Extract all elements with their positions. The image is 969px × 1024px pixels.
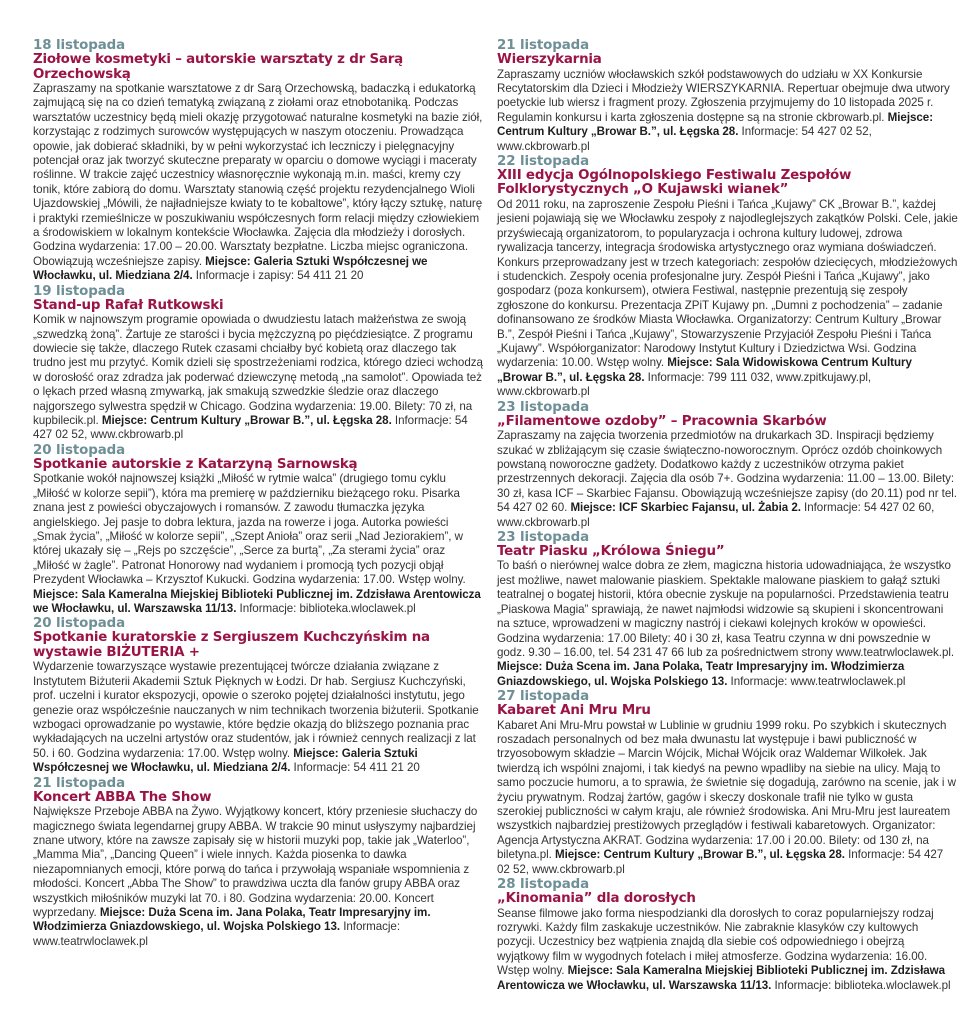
event-info: Informacje: biblioteka.wloclawek.pl [236, 602, 416, 615]
event-venue: Miejsce: Sala Kameralna Miejskiej Biblioteki Publicznej im. Zdzisława Arentowicza we Włocławku, ul. Warszawska 11/13. [33, 587, 481, 615]
event-item [497, 689, 959, 877]
event-venue: Miejsce: Galeria Sztuki Współczesnej we Włocławku, ul. Miedziana 2/4. [33, 746, 418, 775]
event-date: 21 listopada [33, 775, 126, 791]
event-title: Teatr Piasku „Królowa Śniegu” [497, 543, 725, 559]
event-venue: Miejsce: Centrum Kultury „Browar B.”, ul. Łęgska 28. [101, 414, 392, 428]
event-description [33, 313, 483, 443]
event-info: Informacje: 54 427 02 52, www.ckbrowarb.pl [33, 414, 468, 442]
event-item [497, 38, 959, 154]
event-info: Informacje: 799 111 032, www.zpitkujawy.pl, www.ckbrowarb.pl [497, 370, 872, 399]
event-text: Zapraszamy uczniów włocławskich szkół podstawowych do udziału w XX Konkursie Recytatorskim dla Dzieci i Młodzieży WIERSZYKARNIA. Repertuar obejmuje dwa utwory poetyckie lub wiersz i fragment prozy. Zgłoszenia przyjmujemy do 10 listopada 2025 r. Regulamin konkursu i karta zgłoszenia dostępne są na stronie ckbrowarb.pl. [497, 67, 950, 124]
event-date: 28 listopada [497, 877, 590, 893]
event-description [33, 82, 483, 284]
event-date: 27 listopada [497, 689, 590, 705]
event-text: Wydarzenie towarzyszące wystawie prezentującej twórcze działania związane z Instytutem Biżuterii Akademii Sztuk Pięknych w Łodzi. Dr hab. Sergiusz Kuchczyński, prof. uczelni i kurator ekspozycji, opowie o szeroko pojętej działalności instytutu, jego genezie oraz współcześnie nauczanych w nim technikach tworzenia biżuterii. Spotkanie wzbogaci oprowadzanie po wystawie, które będzie okazją do bliższego poznania prac wykładających na uczelni artystów oraz studentów, jak i również cennych realizacji z lat 50. i 60. Godzina wydarzenia: 17.00. Wstęp wolny. [33, 660, 479, 760]
event-date: 22 listopada [497, 153, 590, 169]
event-info: Informacje: 54 427 02 60, www.ckbrowarb.pl [497, 501, 935, 529]
event-date: 19 listopada [33, 283, 126, 299]
event-title: Ziołowe kosmetyki – autorskie warsztaty z dr Sarą Orzechowską [33, 52, 403, 82]
event-title: Kabaret Ani Mru Mru [497, 703, 651, 719]
event-title: Wierszykarnia [497, 52, 602, 67]
event-item [33, 443, 483, 617]
event-description [497, 907, 959, 993]
event-title: „Kinomania” dla dorosłych [497, 891, 696, 907]
event-date: 20 listopada [33, 616, 126, 632]
event-title: Stand-up Rafał Rutkowski [33, 297, 224, 313]
event-venue: Miejsce: ICF Skarbiec Fajansu, ul. Żabia 2. [570, 501, 801, 515]
left-column [33, 38, 483, 949]
event-info: Informacje i zapisy: 54 411 21 20 [192, 269, 364, 283]
event-title: XIII edycja Ogólnopolskiego Festiwalu Zespołów Folklorystycznych „O Kujawski wianek” [497, 167, 852, 198]
event-description [497, 559, 959, 689]
event-info: Informacje: 54 427 02 52, www.ckbrowarb.pl [497, 125, 872, 153]
event-text: Spotkanie wokół najnowszej książki „Miłość w rytmie walca” (drugiego tomu cyklu „Miłość w kolorze sepii”), która ma premierę w październiku bieżącego roku. Pisarka znana jest z powieści obyczajowych i romansów. Z zawodu tłumaczka języka angielskiego. Jej pasje to dobra lektura, jazda na rowerze i joga. Autorka powieści „Smak życia”, „Miłość w kolorze sepii”, „Szept Anioła” oraz serii „Nad Jeziorakiem”, w której ukazały się – „Rejs po szczęście”, „Serce za burtą”, „Za sterami życia” oraz „Miłość w żagle”. Patronat Honorowy nad wydaniem i promocją tych pozycji objął Prezydent Włocławka – Krzysztof Kukucki. Godzina wydarzenia: 17.00. Wstęp wolny. [33, 472, 466, 587]
event-item [33, 38, 483, 284]
event-text: Komik w najnowszym programie opowiada o dwudziestu latach małżeństwa ze swoją „szwedzką żoną”. Żartuje ze starości i bycia mężczyzną po pięćdziesiątce. Z programu dowiecie się także, dlaczego Rutek czasami chciałby być kobietą oraz dlaczego tak trudno jest mu przytyć. Komik dzieli się spostrzeżeniami rodzica, którego dzieci wchodzą w dorosłość oraz zdradza jak poderwać dziewczynę metodą „na samolot”. Opowiada też o lękach przed własną zmywarką, jak smakują szwedzkie śledzie oraz dlaczego najgorszego sylwestra spędził w Chicago. Godzina wydarzenia: 19.00. Bilety: 70 zł, na kupbilecik.pl. [33, 313, 483, 428]
event-info: Informacje: biblioteka.wloclawek.pl [771, 978, 951, 992]
event-title: Spotkanie kuratorskie z Sergiuszem Kuchczyńskim na wystawie BIŻUTERIA + [33, 630, 430, 660]
event-info: Informacje: 54 427 02 52, www.ckbrowarb.pl [497, 848, 944, 876]
event-description [497, 68, 959, 154]
event-text: Seanse filmowe jako forma niespodzianki dla dorosłych to coraz popularniejszy rodzaj rozrywki. Każdy film zaskakuje uczestników. Nie zabraknie klasyków czy kultowych pozycji. Uczestnicy bez wątpienia znajdą dla siebie coś odpowiedniego i obejrzą wyjątkowy film w wygodnych fotelach i miłej atmosferze. Godzina wydarzenia: 16.00. Wstęp wolny. [497, 906, 934, 978]
event-date: 18 listopada [33, 38, 126, 53]
event-venue: Miejsce: Centrum Kultury „Browar B.”, ul. Łęgska 28. [555, 848, 845, 862]
event-venue: Miejsce: Sala Kameralna Miejskiej Biblioteki Publicznej im. Zdzisława Arentowicza we Włocławku, ul. Warszawska 11/13. [497, 964, 946, 992]
event-venue: Miejsce: Duża Scena im. Jana Polaka, Teatr Impresaryjny im. Włodzimierza Gniazdowskiego, ul. Wojska Polskiego 13. [33, 906, 431, 934]
event-info: Informacje: www.teatrwloclawek.pl [33, 920, 400, 948]
event-description [33, 660, 483, 775]
event-text: To baśń o nierównej walce dobra ze złem, magiczna historia udowadniająca, że wszystko jest możliwe, nawet malowanie piaskiem. Spektakle malowane piaskiem to gałąź sztuki teatralnej o bogatej historii, która obecnie zyskuje na popularności. Przedstawienia teatru „Piaskowa Magia” sprawiają, że nawet najmłodsi widzowie są skupieni i skoncentrowani na sztuce, wprowadzeni w magiczny nastrój i ciekawi kolejnych kroków w opowieści. Godzina wydarzenia: 17.00 Bilety: 40 i 30 zł, kasa Teatru czynna w dni powszednie w godz. 9.30 – 16.00, tel. 54 231 47 66 lub za pośrednictwem strony www.teatrwloclawek.pl. [497, 559, 955, 659]
event-item [497, 530, 959, 689]
event-venue: Miejsce: Centrum Kultury „Browar B.”, ul. Łęgska 28. [497, 110, 934, 139]
event-description [497, 429, 959, 530]
event-description [497, 198, 959, 400]
event-text: Od 2011 roku, na zaproszenie Zespołu Pieśni i Tańca „Kujawy” CK „Browar B.”, każdej jesieni pojawiają się we Włocławku zespoły z najodleglejszych zakątków Polski. Cele, jakie przyświecają organizatorom, to popularyzacja i ochrona kultury ludowej, zdrowa rywalizacja tancerzy, integracja środowiska artystycznego oraz wymiana doświadczeń. Konkurs przeprowadzany jest w trzech kategoriach: zespołów dziecięcych, młodzieżowych i studenckich. Zespoły ocenia profesjonalne jury. Zespół Pieśni i Tańca „Kujawy”, jako gospodarz (poza konkursem), otwiera Festiwal, następnie prezentują się zespoły zgłoszone do konkursu. Prezentacja ZPiT Kujawy pn. „Dumni z pochodzenia” – zadanie dofinansowano ze środków Miasta Włocławka. Organizatorzy: Centrum Kultury „Browar B.”, Zespół Pieśni i Tańca „Kujawy”, Stowarzyszenie Przyjaciół Zespołu Pieśni i Tańca „Kujawy”. Współorganizator: Narodowy Instytut Kultury i Dziedzictwa Wsi. Godzina wydarzenia: 10.00. Wstęp wolny. [497, 197, 958, 370]
event-date: 23 listopada [497, 399, 590, 415]
event-item [497, 877, 959, 993]
event-item [33, 776, 483, 950]
event-text: Zapraszamy na zajęcia tworzenia przedmiotów na drukarkach 3D. Inspiracji będziemy szukać w zbliżającym się czasie świąteczno-noworocznym. Oprócz ozdób choinkowych powstaną noworoczne gadżety. Dodatkowo każdy z uczestników otrzyma pakiet przestrzennych dekoracji. Zajęcia dla osób 7+. Godzina wydarzenia: 11.00 – 13.00. Bilety: 30 zł, kasa ICF – Skarbiec Fajansu. Obowiązują wcześniejsze zapisy (do 20.11) pod nr tel. 54 427 02 60. [497, 429, 957, 515]
event-text: Kabaret Ani Mru-Mru powstał w Lublinie w grudniu 1999 roku. Po szybkich i skutecznych roszadach personalnych od bez mała dwunastu lat występuje i bawi publiczność w trzyosobowym składzie – Marcin Wójcik, Michał Wójcik oraz Waldemar Wilkołek. Jak twierdzą ich wspólni znajomi, i tak kiedyś na pewno wpadliby na siebie na ulicy. Mają to samo poczucie humoru, a to sprawia, że świetnie się dogadują, zarówno na scenie, jak i w życiu prywatnym. Rodzaj żartów, gagów i skeczy doskonale trafił nie tylko w gusta szerokiej publiczności w całym kraju, ale również środowiska. Ani Mru-Mru jest laureatem wszystkich najbardziej prestiżowych przeglądów i festiwali kabaretowych. Organizator: Agencja Artystyczna AKRAT. Godzina wydarzenia: 17.00 i 20.00. Bilety: od 130 zł, na biletyna.pl. [497, 718, 956, 862]
event-title: „Filamentowe ozdoby” – Pracownia Skarbów [497, 413, 827, 429]
event-venue: Miejsce: Duża Scena im. Jana Polaka, Teatr Impresaryjny im. Włodzimierza Gniazdowskiego, ul. Wojska Polskiego 13. [497, 660, 905, 688]
event-date: 23 listopada [497, 529, 590, 545]
event-title: Koncert ABBA The Show [33, 789, 212, 805]
event-info: Informacje: www.teatrwloclawek.pl [727, 674, 906, 688]
event-text: Zapraszamy na spotkanie warsztatowe z dr Sarą Orzechowską, badaczką i edukatorką zajmującą się na co dzień tematyką związaną z ziołami oraz etnobotaniką. Podczas warsztatów uczestnicy będą mieli okazję przygotować naturalne kosmetyki na bazie ziół, korzystając z rodzimych surowców występujących w naszym otoczeniu. Prowadząca opowie, jak dobierać składniki, by w pełni wykorzystać ich leczniczy i pielęgnacyjny potencjał oraz jak tworzyć skuteczne preparaty w oparciu o domowe wyciągi i maceraty roślinne. W trakcie zajęć uczestnicy własnoręcznie wykonają m.in. maści, kremy czy tonik, które zabiorą do domu. Warsztaty stanowią część projektu rezydencjalnego Wioli Ujazdowskiej „Mówili, że najładniejsze kwiaty to te kobaltowe”, który łączy sztukę, naturę i praktyki rzemieślnicze w poszukiwaniu współczesnych form relacji między człowiekiem a środowiskiem w lokalnym kontekście Włocławka. Zajęcia dla młodzieży i dorosłych. Godzina wydarzenia: 17.00 – 20.00. Warsztaty bezpłatne. Liczba miejsc ograniczona. Obowiązują wcześniejsze zapisy. [33, 82, 483, 268]
event-item [497, 154, 959, 400]
event-venue: Miejsce: Galeria Sztuki Współczesnej we Włocławku, ul. Miedziana 2/4. [33, 254, 428, 283]
event-item [33, 616, 483, 775]
event-venue: Miejsce: Sala Widowiskowa Centrum Kultury „Browar B.”, ul. Łęgska 28. [497, 356, 912, 384]
event-description [33, 805, 483, 949]
right-column [497, 38, 959, 993]
event-text: Największe Przeboje ABBA na Żywo. Wyjątkowy koncert, który przeniesie słuchaczy do magicznego świata legendarnej grupy ABBA. W trakcie 90 minut usłyszymy najbardziej znane utwory, które na zawsze zapisały się w historii muzyki pop, takie jak „Waterloo”, „Mamma Mia”, „Dancing Queen” i wiele innych. Każda piosenka to dawka niezapomnianych emocji, które porwą do tańca i przywołają wspaniałe wspomnienia z młodości. Koncert „Abba The Show” to prawdziwa uczta dla fanów grupy ABBA oraz wszystkich miłośników muzyki lat 70. i 80. Godzina wydarzenia: 20.00. Koncert wyprzedany. [33, 805, 478, 919]
event-date: 20 listopada [33, 442, 126, 458]
event-date: 21 listopada [497, 38, 590, 53]
event-item [33, 284, 483, 443]
event-info: Informacje: 54 411 21 20 [290, 761, 420, 775]
event-item [497, 400, 959, 530]
event-description [33, 472, 483, 616]
event-title: Spotkanie autorskie z Katarzyną Sarnowską [33, 456, 358, 472]
event-description [497, 719, 959, 877]
